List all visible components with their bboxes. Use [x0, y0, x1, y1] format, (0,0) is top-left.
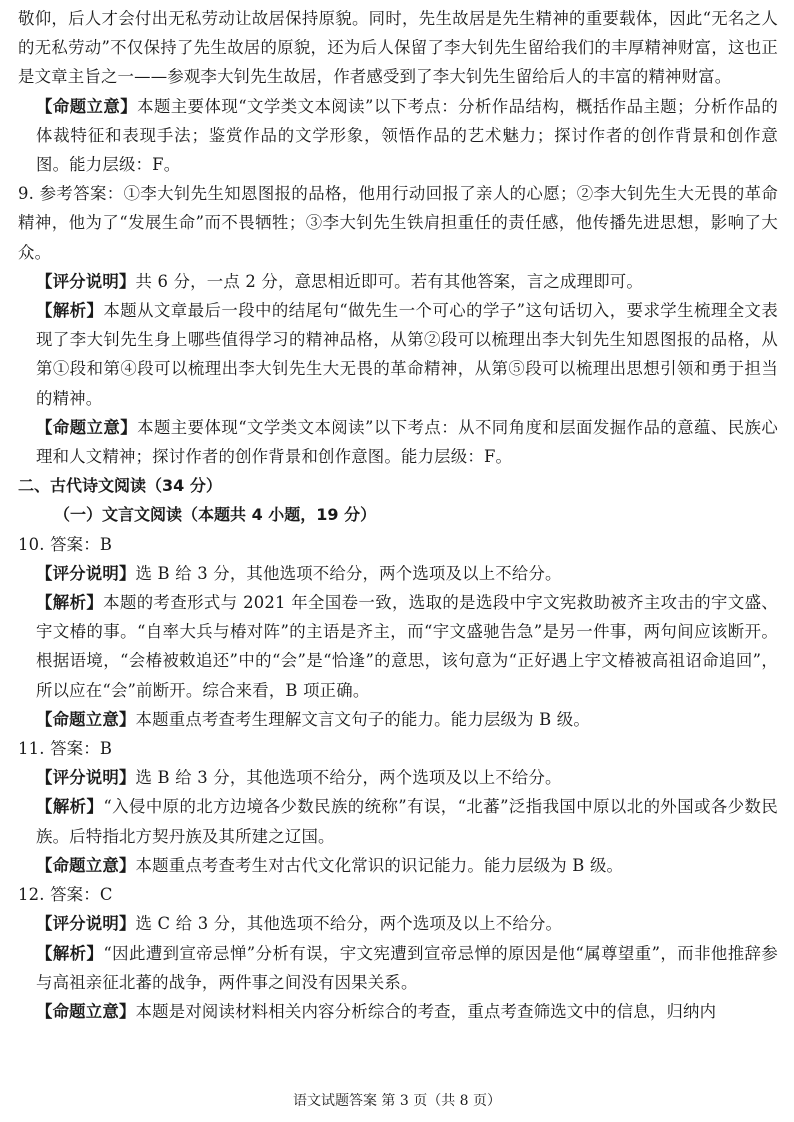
question-9-answer: 9. 参考答案：①李大钊先生知恩图报的品格，他用行动回报了亲人的心愿；②李大钊先生大无畏的革命精神，他为了“发展生命”而不畏牺牲；③李大钊先生铁肩担重任的责任感，他传播先进思想，影响了大众。: [18, 184, 778, 262]
section-subheading: （一）文言文阅读（本题共 4 小题，19 分）: [54, 505, 377, 525]
scoring-tag: 【评分说明】: [36, 563, 136, 583]
question-12-answer: 12. 答案：C: [18, 885, 113, 905]
scoring-text: 选 B 给 3 分，其他选项不给分，两个选项及以上不给分。: [135, 563, 562, 583]
analysis-text: “入侵中原的北方边境各少数民族的统称”有误，“北蕃”泛指我国中原以北的外国或各少数民族。后特指北方契丹族及其所建之辽国。: [36, 797, 778, 846]
question-11-answer: 11. 答案：B: [18, 739, 113, 759]
q9-analysis: [18, 296, 778, 413]
paragraph-continued: 敬仰，后人才会付出无私劳动让故居保持原貌。同时，先生故居是先生精神的重要载体，因此“无名之人的无私劳动”不仅保持了先生故居的原貌，还为后人保留了李大钊先生留给我们的丰厚精神财富，这也正是文章主旨之一——参观李大钊先生故居，作者感受到了李大钊先生留给后人的丰富的精神财富。: [18, 9, 778, 87]
scoring-tag: 【评分说明】: [36, 271, 136, 291]
q10-scoring: [18, 559, 778, 588]
q10-intent: [18, 705, 778, 734]
scoring-text: 选 B 给 3 分，其他选项不给分，两个选项及以上不给分。: [135, 768, 562, 788]
analysis-text: “因此遭到宣帝忌惮”分析有误，宇文宪遭到宣帝忌惮的原因是他“属尊望重”，而非他推辞参与高祖亲征北蕃的战争，两件事之间没有因果关系。: [36, 943, 778, 992]
intent-tag: 【命题立意】: [36, 417, 138, 437]
intent-tag: 【命题立意】: [36, 855, 136, 875]
analysis-tag: 【解析】: [36, 301, 104, 321]
analysis-text: 本题的考查形式与 2021 年全国卷一致，选取的是选段中宇文宪救助被齐主攻击的宇文盛、宇文椿的事。“自率大兵与椿对阵”的主语是齐主，而“宇文盛驰告急”是另一件事，两句间应该断开。根据语境，“会椿被敕追还”中的“会”是“恰逢”的意思，该句意为“正好遇上宇文椿被高祖诏命追回”，所以应在“会”前断开。综合来看，B 项正确。: [36, 593, 778, 700]
answer-key-page: [18, 4, 778, 1026]
analysis-tag: 【解析】: [36, 593, 104, 613]
intent-text: 本题主要体现“文学类文本阅读”以下考点：分析作品结构，概括作品主题；分析作品的体裁特征和表现手法；鉴赏作品的文学形象，领悟作品的艺术魅力；探讨作者的创作背景和创作意图。能力层级：F。: [36, 96, 778, 175]
intent-block: [18, 92, 778, 180]
page-footer: 语文试题答案 第 3 页（共 8 页）: [292, 1093, 502, 1109]
q10-analysis: [18, 588, 778, 705]
q12-intent: [18, 997, 778, 1026]
intent-text: 本题是对阅读材料相关内容分析综合的考查，重点考查筛选文中的信息，归纳内: [135, 1001, 717, 1021]
scoring-tag: 【评分说明】: [36, 914, 136, 934]
analysis-tag: 【解析】: [36, 943, 104, 963]
q12-scoring: [18, 909, 778, 938]
q9-intent: [18, 413, 778, 471]
q11-scoring: [18, 763, 778, 792]
analysis-tag: 【解析】: [36, 797, 104, 817]
q11-intent: [18, 851, 778, 880]
intent-tag: 【命题立意】: [36, 709, 136, 729]
q9-scoring: [18, 267, 778, 296]
intent-tag: 【命题立意】: [36, 96, 138, 116]
scoring-text: 共 6 分，一点 2 分，意思相近即可。若有其他答案，言之成理即可。: [135, 271, 643, 291]
section-heading: 二、古代诗文阅读（34 分）: [18, 476, 222, 496]
question-10-answer: 10. 答案：B: [18, 534, 113, 554]
scoring-tag: 【评分说明】: [36, 768, 136, 788]
intent-text: 本题重点考查考生理解文言文句子的能力。能力层级为 B 级。: [135, 709, 590, 729]
intent-text: 本题主要体现“文学类文本阅读”以下考点：从不同角度和层面发掘作品的意蕴、民族心理和人文精神；探讨作者的创作背景和创作意图。能力层级：F。: [36, 417, 778, 467]
analysis-text: 本题从文章最后一段中的结尾句“做先生一个可心的学子”这句话切入，要求学生梳理全文表现了李大钊先生身上哪些值得学习的精神品格，从第②段可以梳理出李大钊先生知恩图报的品格，从第①段和第④段可以梳理出李大钊先生大无畏的革命精神，从第⑤段可以梳理出思想引领和勇于担当的精神。: [36, 301, 778, 408]
intent-tag: 【命题立意】: [36, 1001, 136, 1021]
scoring-text: 选 C 给 3 分，其他选项不给分，两个选项及以上不给分。: [135, 914, 563, 934]
intent-text: 本题重点考查考生对古代文化常识的识记能力。能力层级为 B 级。: [135, 855, 624, 875]
q11-analysis: [18, 792, 778, 850]
q12-analysis: [18, 939, 778, 997]
